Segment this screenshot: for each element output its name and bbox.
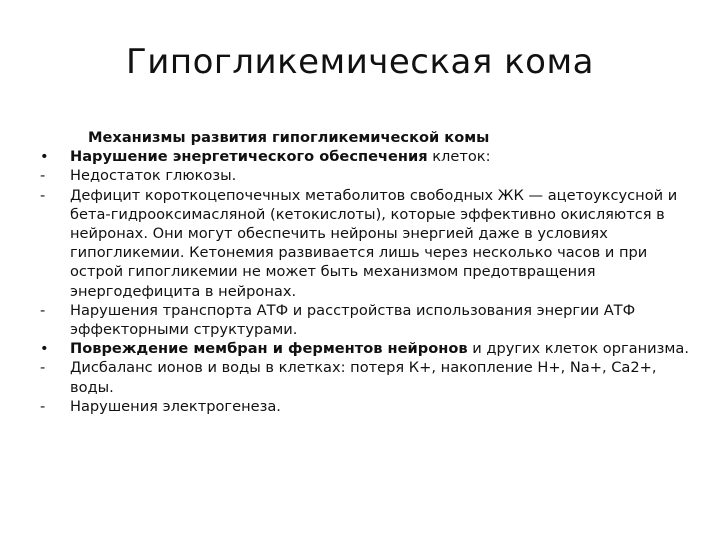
item-text: Нарушения электрогенеза. xyxy=(70,397,281,415)
slide-content xyxy=(40,128,700,416)
dash-marker: - xyxy=(40,167,46,185)
dash-marker: - xyxy=(40,301,46,319)
dash-marker: - xyxy=(40,186,46,204)
list-item xyxy=(40,166,700,185)
list-item xyxy=(40,339,700,358)
item-text: Недостаток глюкозы. xyxy=(70,167,237,185)
section-heading: Механизмы развития гипогликемической комы xyxy=(88,129,490,146)
bullet-marker: • xyxy=(40,340,49,358)
list-item xyxy=(40,397,700,416)
item-text: Дефицит короткоцепочечных метаболитов свободных ЖК — ацетоуксусной и бета-гидрооксимасляной (кетокислоты), которые эффективно окисляются в нейронах. Они могут обеспечить нейроны энергией даже в условиях гипогликемии. Кетонемия развивается лишь через несколько часов и при острой гипогликемии не может быть механизмом предотвращения энергодефицита в нейронах. xyxy=(70,186,678,300)
bullet-marker: • xyxy=(40,148,49,166)
slide-title: Гипогликемическая кома xyxy=(126,42,594,82)
item-bold-text: Повреждение мембран и ферментов нейронов xyxy=(70,340,468,358)
item-text: Дисбаланс ионов и воды в клетках: потеря К+, накопление Н+, Na+, Ca2+, воды. xyxy=(70,359,657,396)
dash-marker: - xyxy=(40,359,46,377)
dash-marker: - xyxy=(40,397,46,415)
item-text: и других клеток организма. xyxy=(467,340,689,358)
item-text: Нарушения транспорта АТФ и расстройства использования энергии АТФ эффекторными структурами. xyxy=(70,301,636,339)
list-item xyxy=(40,147,700,166)
list-item xyxy=(40,186,700,301)
item-bold-text: Нарушение энергетического обеспечения xyxy=(70,148,428,166)
list-item xyxy=(40,301,700,339)
list-item xyxy=(40,358,700,396)
item-text: клеток: xyxy=(427,148,491,166)
